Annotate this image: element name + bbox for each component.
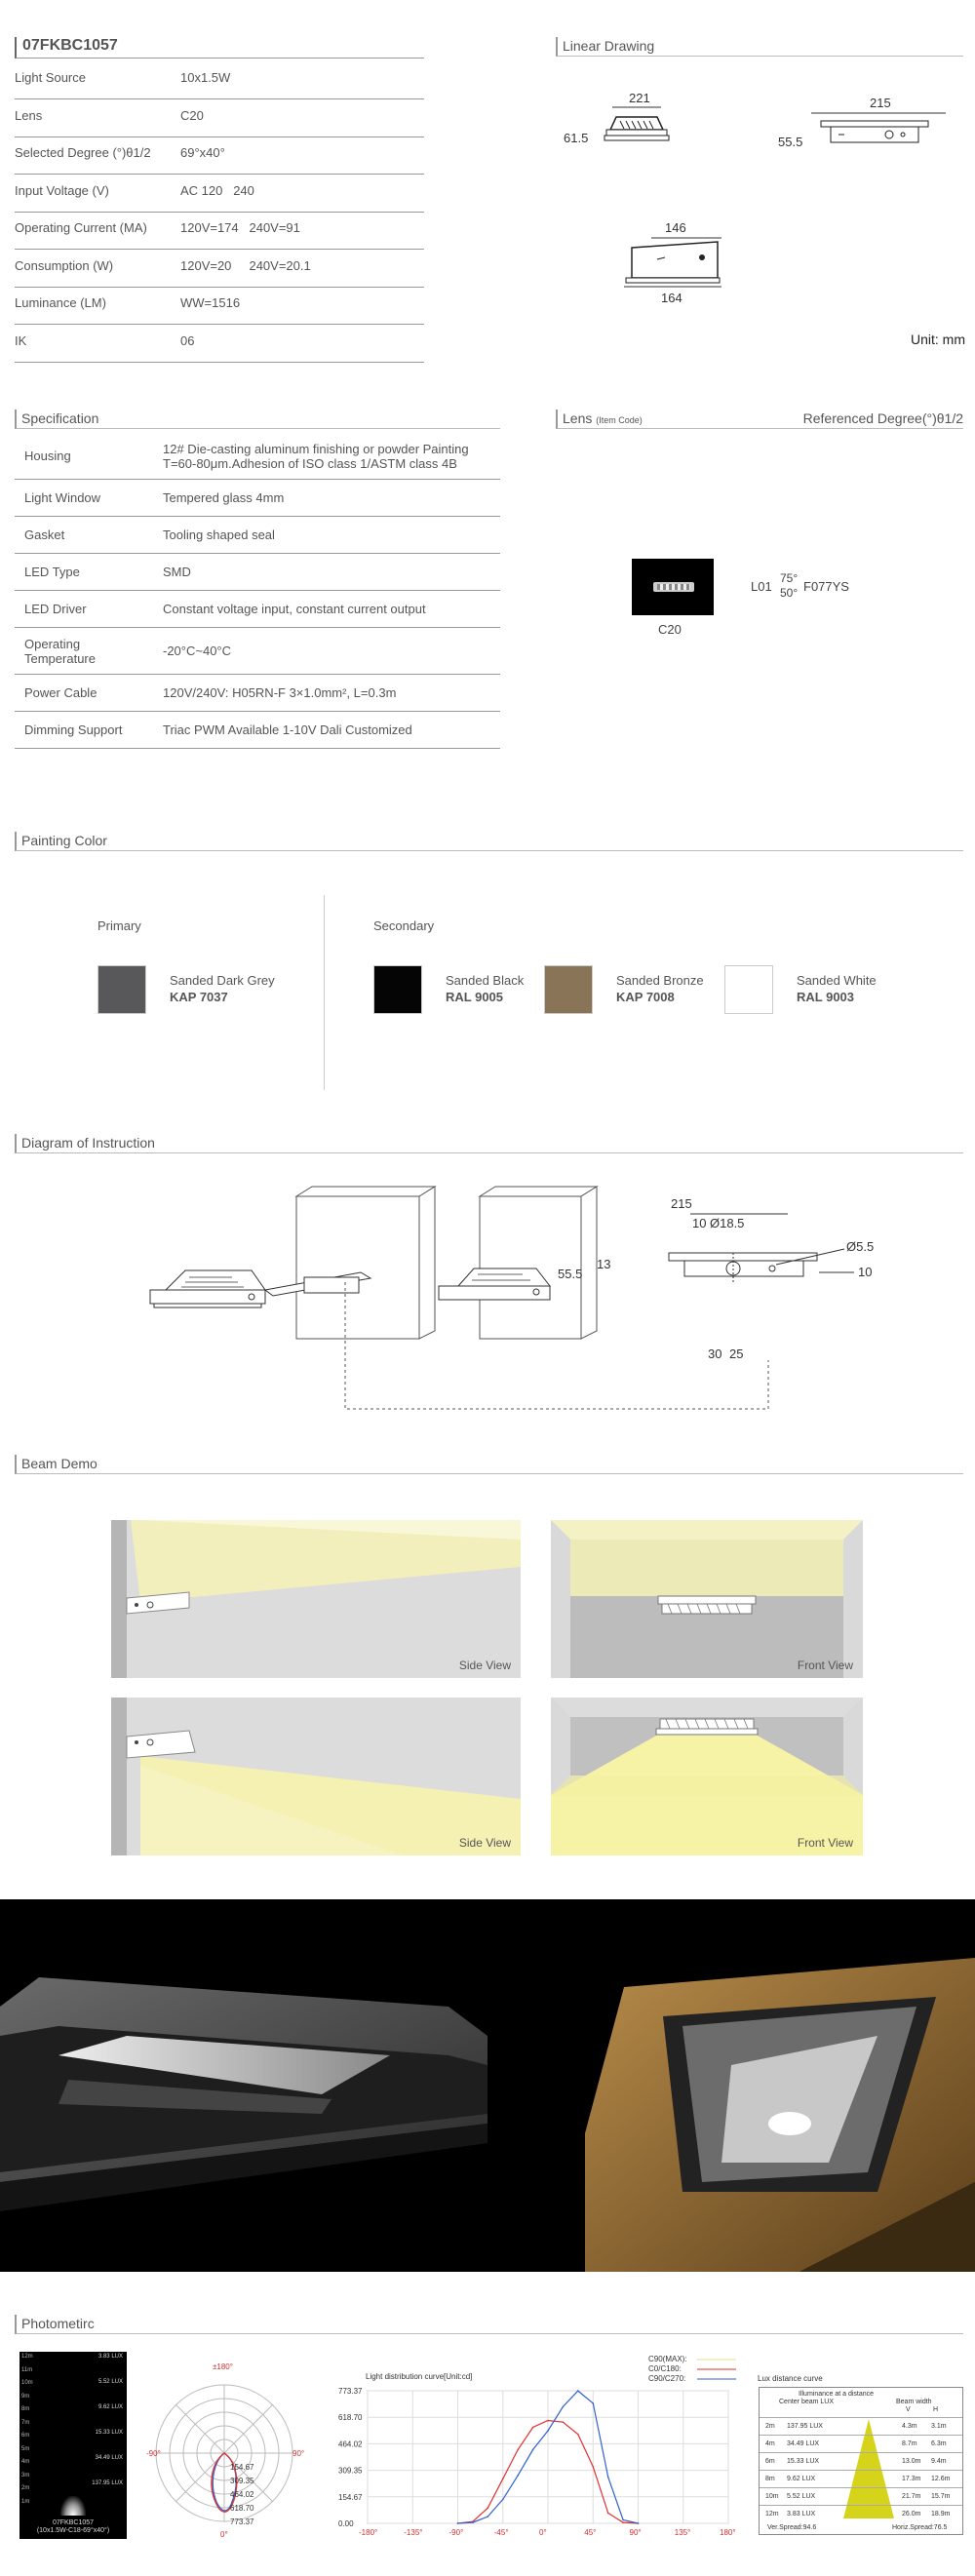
lens-deg-1: 75° [780,571,799,585]
lux-table-h: H [933,2406,939,2413]
iso-scale-tick: 4m [21,2459,30,2465]
lux-table-v: V [906,2406,911,2413]
dim-a-width: 221 [629,91,650,105]
y-tick-label: 618.70 [338,2413,363,2423]
color-code: KAP 7008 [616,990,675,1004]
series-point [472,2521,474,2523]
series-point [488,2516,489,2517]
product-code: 07FKBC1057 [22,37,118,54]
param-label: IK [15,332,27,348]
param-row [15,137,424,175]
lux-row [760,2452,962,2470]
color-name: Sanded Black [446,973,525,988]
lens-image [632,559,714,615]
dim-b-height: 55.5 [778,135,803,149]
param-label: Operating Current (MA) [15,220,147,235]
lux-h: 9.4m [931,2458,947,2465]
chart-legend [648,2355,736,2383]
color-swatch[interactable] [98,965,146,1014]
iso-scale-tick: 5m [21,2445,30,2452]
lux-row [760,2505,962,2522]
x-tick-label: -90° [448,2528,464,2537]
spec-value: Triac PWM Available 1-10V Dali Customized [163,722,412,737]
spec-label: Operating Temperature [24,637,96,666]
lux-distance: 10m [765,2493,779,2500]
lux-value: 34.49 LUX [787,2440,820,2447]
param-value: 06 [180,332,195,348]
lux-distance: 12m [765,2511,779,2517]
photometric-label: Photometirc [21,2316,95,2331]
iso-scale-tick: 7m [21,2419,30,2426]
x-tick-label: -180° [359,2528,378,2537]
lux-distance-table [759,2387,963,2535]
lux-v: 8.7m [902,2440,917,2447]
lux-table-ver: Ver.Spread:94.6 [767,2524,817,2531]
lux-distance: 6m [765,2458,775,2465]
param-label: Selected Degree (°)θ1/2 [15,145,151,160]
spec-value: Constant voltage input, constant current output [163,602,426,616]
polar-ring-2: 309.35 [230,2477,254,2485]
series-point [563,2406,565,2408]
painting-title [15,832,963,851]
spec-row [15,712,500,749]
painting-label: Painting Color [21,833,107,848]
color-swatch[interactable] [373,965,422,1014]
spec-label: Power Cable [24,685,98,700]
dim-a-height: 61.5 [564,131,589,145]
x-tick-label: -135° [404,2528,423,2537]
beam-front-view-down [551,1698,863,1855]
lux-distance: 4m [765,2440,775,2447]
polar-diagram [146,2356,312,2541]
linear-drawing-label: Linear Drawing [563,38,655,54]
lens-item-code-note: (Item Code) [596,415,643,425]
param-row [15,62,424,99]
polar-bottom-label: 0° [220,2530,228,2539]
iso-scale-tick: 2m [21,2485,30,2491]
spec-value: Tooling shaped seal [163,527,275,542]
polar-right-label: 90° [292,2449,305,2458]
series-point [517,2475,519,2477]
color-swatch[interactable] [724,965,773,1014]
param-row [15,100,424,137]
color-name: Sanded Bronze [616,973,704,988]
color-code: RAL 9005 [446,990,504,1004]
y-tick-label: 464.02 [338,2439,363,2449]
series-point [547,2420,549,2422]
series-point [577,2434,579,2436]
iso-caption-1: 07FKBC1057 [52,2519,95,2526]
light-distribution-chart [327,2352,741,2539]
lux-distance-title: Lux distance curve [758,2374,823,2383]
lux-value: 3.83 LUX [787,2511,816,2517]
legend-c90c270: C90/C270: [648,2374,686,2383]
spec-row [15,554,500,591]
color-divider [324,895,325,1090]
color-code: KAP 7037 [170,990,228,1004]
polar-top-label: ±180° [213,2362,233,2371]
lux-distance: 8m [765,2476,775,2482]
instruction-label: Diagram of Instruction [21,1135,155,1151]
dim-bracket-width: 215 [671,1196,692,1211]
instruction-diagram [136,1185,897,1428]
series-point [502,2499,504,2501]
iso-beam [60,2496,86,2516]
iso-scale-tick: 6m [21,2433,30,2439]
param-row [15,176,424,213]
linear-drawing-title [556,37,963,57]
param-value: 69°x40° [180,145,225,160]
product-photo [0,1899,975,2272]
iso-lux-label: 9.62 LUX [98,2404,123,2410]
dim-c-top: 146 [665,220,686,235]
lux-table-hor: Horiz.Spread:76.5 [892,2524,948,2531]
lux-row [760,2470,962,2487]
lux-row [760,2417,962,2435]
lux-v: 4.3m [902,2423,917,2430]
color-label [170,972,275,1005]
grey-fixture-photo [0,1977,488,2211]
iso-scale-tick: 3m [21,2472,30,2478]
series-point [532,2449,534,2451]
series-point [592,2466,594,2468]
iso-caption-2: (10x1.5W-C18-69°x40°) [36,2527,110,2534]
param-value: 120V=20 240V=20.1 [180,257,311,273]
spec-value: 120V/240V: H05RN-F 3×1.0mm², L=0.3m [163,685,397,700]
series-point [607,2477,609,2478]
spec-label: LED Driver [24,602,87,616]
param-row [15,251,424,288]
param-value: 10x1.5W [180,70,231,85]
front-view-label-1: Front View [797,1659,853,1672]
series-point [622,2519,624,2521]
dim-bracket-d1: 10 [692,1216,707,1230]
param-row [15,326,424,363]
drawing-end-view [624,220,722,305]
wall-block-2 [480,1187,597,1339]
x-tick-label: 135° [674,2528,691,2537]
param-label: Light Source [15,70,86,85]
lux-h: 12.6m [931,2476,951,2482]
param-value: 120V=174 240V=91 [180,220,300,235]
lux-h: 6.3m [931,2440,947,2447]
y-tick-label: 0.00 [338,2519,354,2528]
color-swatch[interactable] [544,965,593,1014]
iso-scale-tick: 9m [21,2393,30,2400]
x-tick-label: 45° [584,2528,597,2537]
series-point [488,2507,489,2509]
dim-b-width: 215 [870,96,891,110]
beam-side-view-down [111,1698,521,1855]
lux-h: 15.7m [931,2493,951,2500]
spec-label: Dimming Support [24,722,123,737]
iso-lux-label: 34.49 LUX [95,2455,123,2461]
specification-label: Specification [21,410,99,426]
lens-label: Lens [563,410,593,426]
spec-row [15,628,500,675]
series-point [532,2427,534,2429]
series-point [577,2390,579,2392]
spec-label: Housing [24,449,71,463]
beam-demo-label: Beam Demo [21,1456,98,1471]
param-label: Input Voltage (V) [15,182,109,198]
legend-c90max: C90(MAX): [648,2355,687,2363]
dim-bracket-b2: 25 [729,1347,744,1361]
series-point [563,2421,565,2423]
y-tick-label: 309.35 [338,2466,363,2476]
wall-block-1 [296,1187,435,1339]
photometric-title [15,2315,963,2334]
param-label: Lens [15,107,43,123]
linear-drawing [556,86,965,320]
beam-front-view-up [551,1520,863,1678]
iso-scale-tick: 1m [21,2498,30,2505]
lens-item: F077YS [803,579,849,594]
iso-lux-label: 3.83 LUX [98,2354,123,2360]
dim-bracket-d3: Ø5.5 [846,1239,875,1254]
iso-scale-tick: 11m [21,2366,33,2373]
specification-title [15,410,500,429]
lux-v: 26.0m [902,2511,921,2517]
lux-v: 21.7m [902,2493,921,2500]
side-view-label-2: Side View [458,1836,511,1850]
drawing-front-view [564,91,669,145]
legend-c0c180: C0/C180: [648,2364,682,2373]
iso-lux-label: 5.52 LUX [98,2379,123,2385]
lens-deg-2: 50° [780,586,799,600]
spec-row [15,480,500,517]
x-tick-label: 180° [720,2528,736,2537]
bronze-fixture-photo [585,1958,975,2272]
spec-value: -20°C~40°C [163,644,232,658]
unit-label: Unit: mm [911,332,965,347]
lens-referenced-degree: Referenced Degree(°)θ1/2 [802,410,963,426]
beam-side-view-up [111,1520,521,1678]
lens-image-label: C20 [658,622,682,637]
series-point [592,2402,594,2404]
lux-value: 9.62 LUX [787,2476,816,2482]
dim-bracket-d2: Ø18.5 [710,1216,745,1230]
lens-code: L01 [751,579,772,594]
lux-row [760,2487,962,2505]
polar-left-label: -90° [146,2449,161,2458]
lux-value: 5.52 LUX [787,2493,816,2500]
series-point [517,2449,519,2451]
dim-bracket-h2: 13 [597,1257,611,1271]
spec-label: LED Type [24,565,80,579]
lens-title [556,410,963,429]
color-name: Sanded White [797,973,877,988]
dim-bracket-b1: 30 [708,1347,722,1361]
lux-table-header: Illuminance at a distance [799,2391,875,2398]
spec-row [15,591,500,628]
beam-demo-title [15,1455,963,1474]
iso-lux-label: 15.33 LUX [95,2430,123,2436]
series-point [638,2522,640,2524]
y-tick-label: 154.67 [338,2492,363,2502]
side-view-label-1: Side View [458,1659,511,1672]
param-value: AC 120 240 [180,182,254,198]
lux-h: 18.9m [931,2511,951,2517]
dim-bracket-d4: 10 [858,1265,873,1279]
param-row [15,288,424,325]
dim-bracket-h: 55.5 [558,1267,583,1281]
param-label: Luminance (LM) [15,295,106,310]
dim-c-bottom: 164 [661,291,682,305]
color-name: Sanded Dark Grey [170,973,275,988]
lux-value: 15.33 LUX [787,2458,820,2465]
polar-ring-5: 773.37 [230,2517,254,2526]
color-label [797,972,877,1005]
spec-row [15,675,500,712]
iso-scale-tick: 8m [21,2406,30,2412]
iso-lux-diagram [20,2352,127,2539]
x-tick-label: -45° [493,2528,509,2537]
chart-title: Light distribution curve[Unit:cd] [366,2372,473,2381]
polar-ring-3: 464.02 [230,2490,254,2499]
spec-value: 12# Die-casting aluminum finishing or powder Painting T=60-80μm.Adhesion of ISO class 1/ASTM class 4B [163,442,469,471]
x-tick-label: 0° [539,2528,547,2537]
spec-label: Light Window [24,490,101,505]
front-view-label-2: Front View [797,1836,853,1850]
spec-row [15,433,500,480]
color-code: RAL 9003 [797,990,855,1004]
color-label [616,972,704,1005]
spec-value: SMD [163,565,191,579]
iso-scale-tick: 10m [21,2380,33,2386]
lux-table-col2: Beam width [896,2399,932,2405]
polar-ring-1: 154.67 [230,2463,254,2472]
lux-table-col1: Center beam LUX [779,2399,835,2405]
primary-label: Primary [98,918,141,933]
spec-row [15,517,500,554]
lux-v: 13.0m [902,2458,921,2465]
lux-v: 17.3m [902,2476,921,2482]
series-point [607,2513,609,2515]
param-label: Consumption (W) [15,257,114,273]
x-tick-label: 90° [629,2528,642,2537]
series-point [502,2478,504,2479]
polar-ring-4: 618.70 [230,2504,254,2513]
series-point [622,2521,624,2523]
lux-h: 3.1m [931,2423,947,2430]
instruction-title [15,1134,963,1153]
fixture-2 [439,1268,550,1300]
lux-row [760,2435,962,2452]
bracket-drawing [558,1196,874,1361]
y-tick-label: 773.37 [338,2387,363,2396]
lux-value: 137.95 LUX [787,2423,823,2430]
color-label [446,972,524,1005]
spec-label: Gasket [24,527,65,542]
series-point [547,2430,549,2432]
iso-scale-tick: 12m [21,2354,33,2360]
param-value: C20 [180,107,204,123]
product-code-header [15,37,424,59]
lux-distance: 2m [765,2423,775,2430]
spec-value: Tempered glass 4mm [163,490,285,505]
param-row [15,213,424,250]
param-value: WW=1516 [180,295,241,310]
secondary-label: Secondary [373,918,435,933]
drawing-side-view [778,96,946,149]
series-point [457,2522,459,2524]
iso-lux-label: 137.95 LUX [92,2480,123,2486]
